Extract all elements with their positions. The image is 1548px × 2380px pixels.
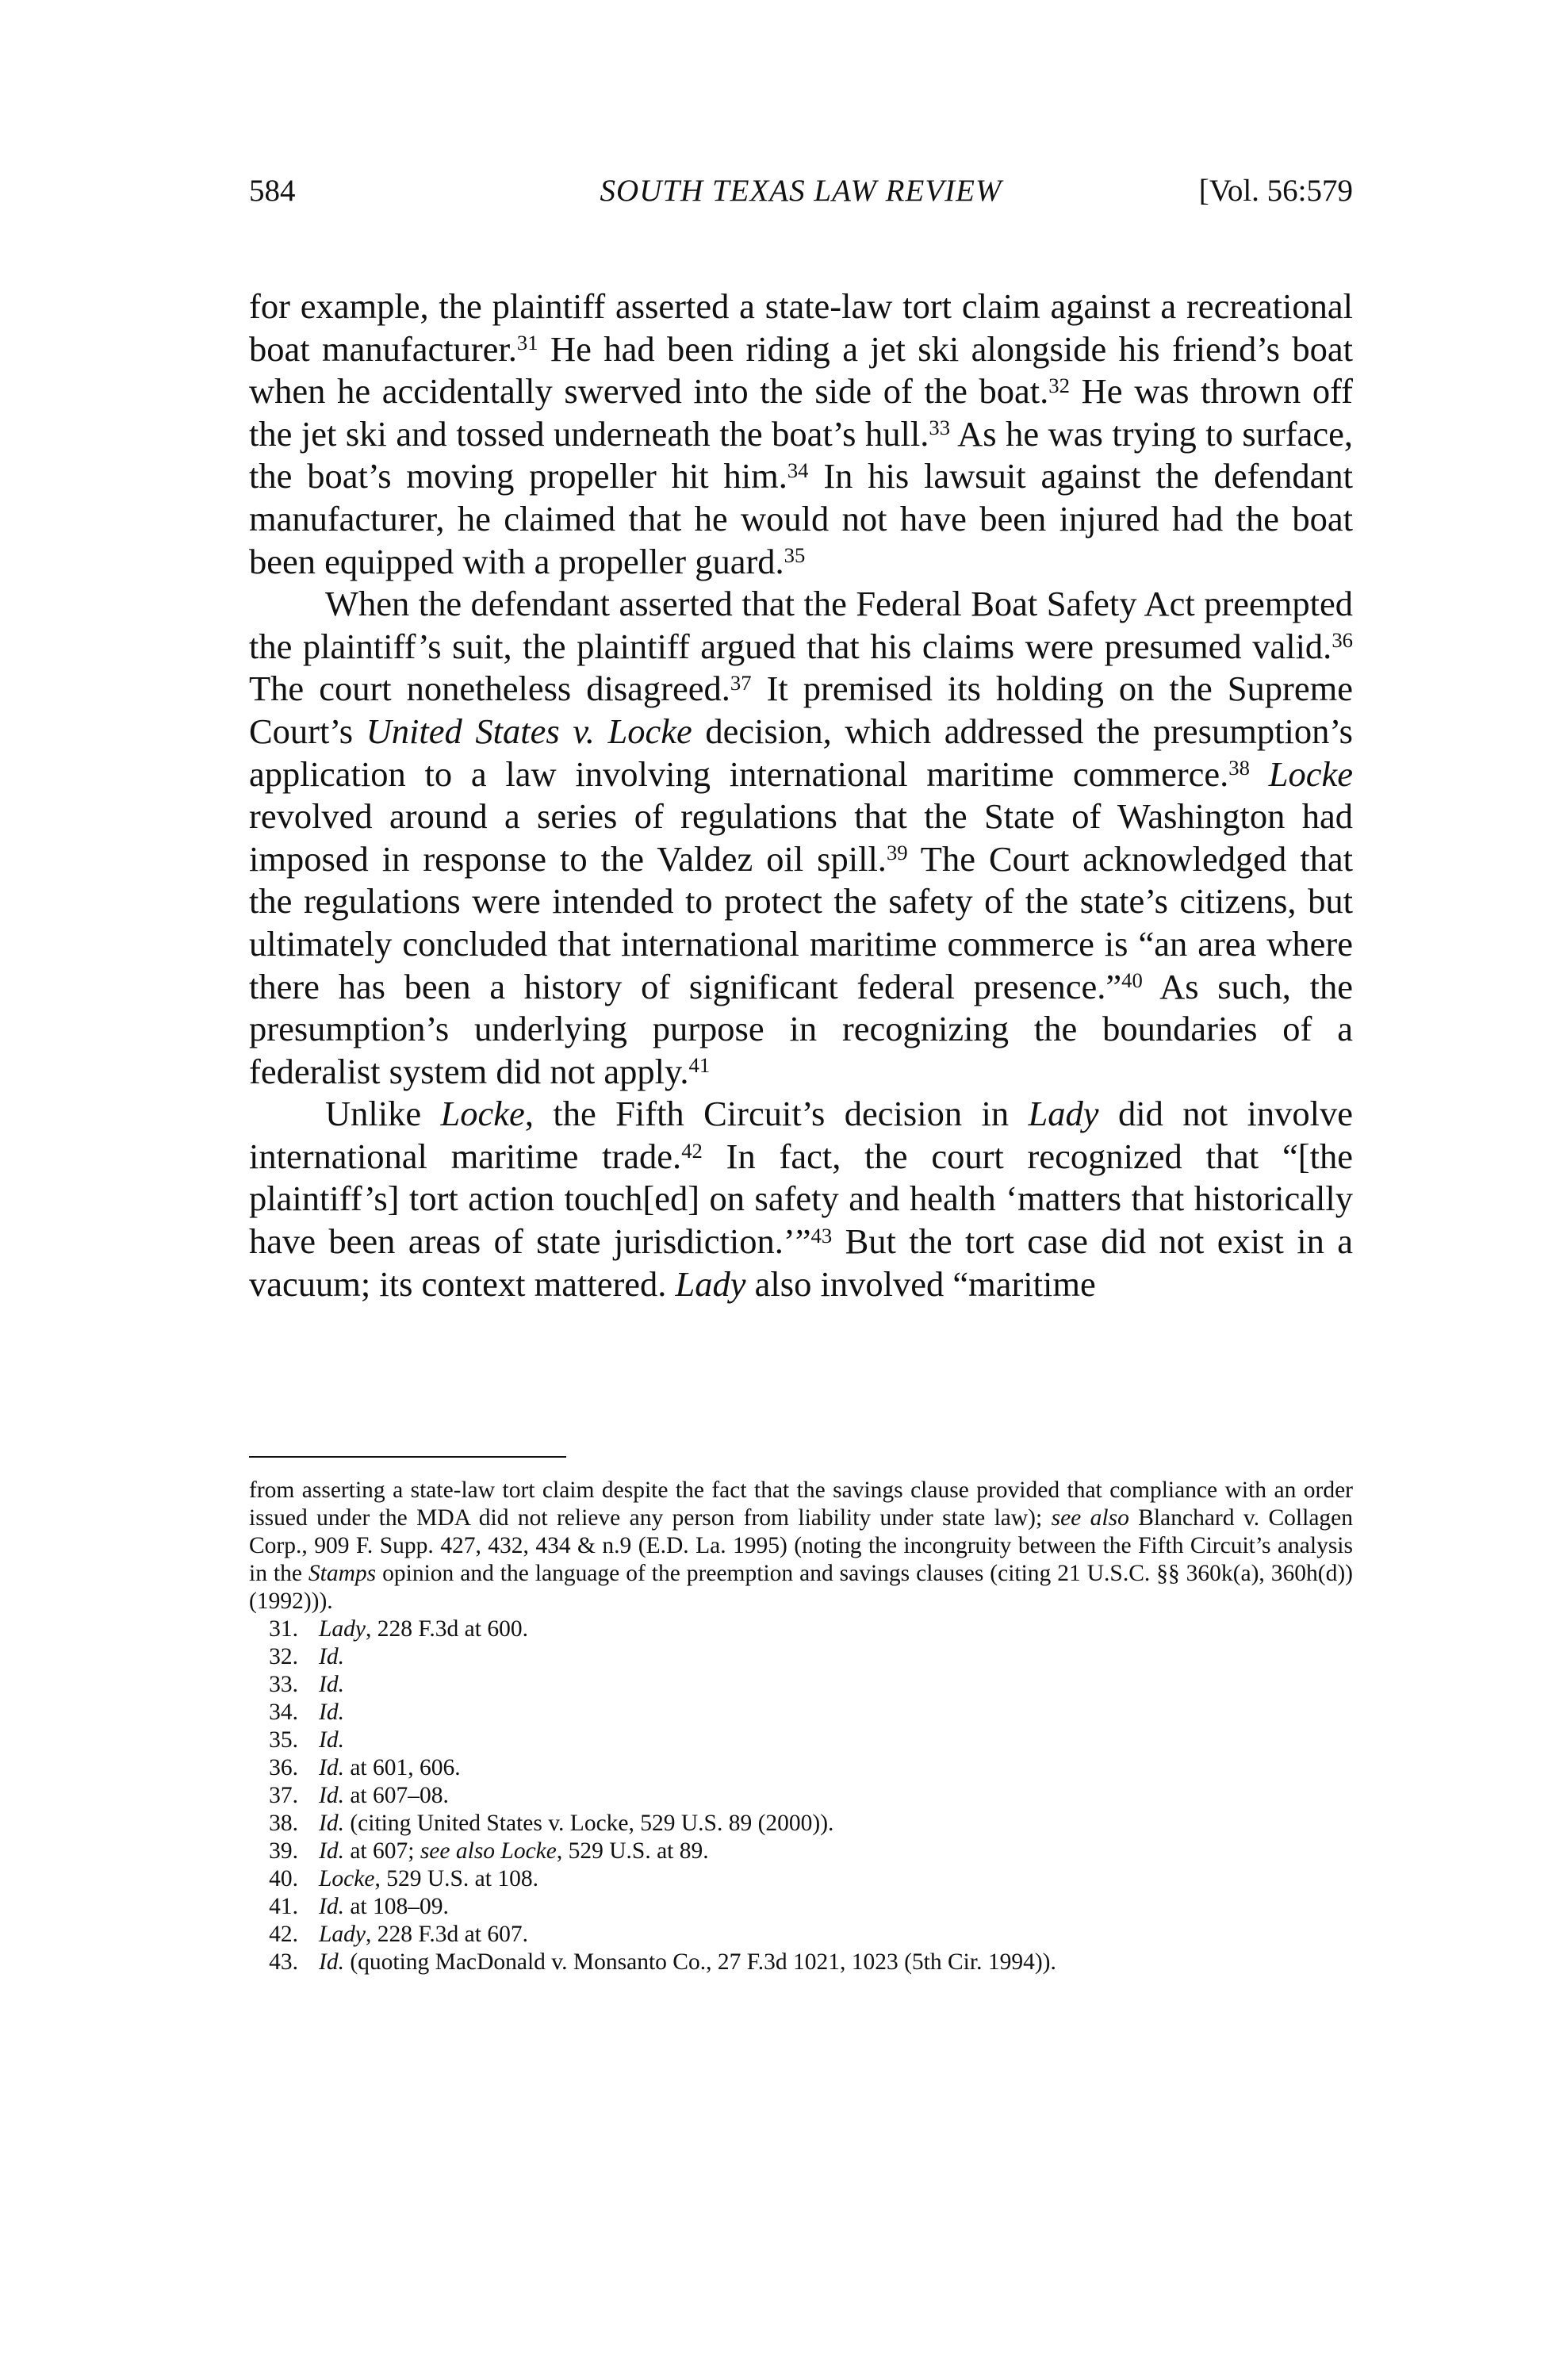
footnote-text [298,1643,344,1671]
footnote-text [298,1782,449,1810]
text-run: at 607–08. [343,1783,449,1808]
text-run: , 228 F.3d at 600. [366,1616,528,1642]
footnote-ref-34[interactable]: 34 [787,458,809,483]
footnote-divider [249,1456,566,1458]
footnote-ref-37[interactable]: 37 [730,671,752,695]
footnote-34 [249,1699,1353,1727]
footnote-41 [249,1893,1353,1921]
text-run: at 607; [343,1838,420,1864]
case-name: Stamps [308,1561,377,1586]
footnote-ref-39[interactable]: 39 [886,841,908,865]
citation-id: Id. [319,1783,344,1808]
citation-id: Id. [319,1672,344,1697]
citation-id: Id. [319,1894,344,1919]
case-name: Locke [1268,753,1354,794]
journal-title: SOUTH TEXAS LAW REVIEW [600,174,1002,208]
footnote-number: 34. [269,1700,298,1725]
footnote-number: 42. [269,1922,298,1947]
text-run: Unlike [325,1094,441,1134]
footnote-ref-43[interactable]: 43 [810,1223,833,1247]
text-run: at 601, 606. [343,1755,461,1780]
paragraph-2 [249,583,1353,1093]
citation-id: Id. [319,1727,344,1753]
case-name: Lady [319,1922,366,1947]
case-name: United States v. Locke [366,711,692,751]
footnote-35 [249,1727,1353,1754]
footnote-number: 31. [269,1616,298,1642]
text-run: But the tort case did not exist in a vacuum; its context mattered. [249,1221,1353,1304]
footnote-ref-38[interactable]: 38 [1228,756,1250,780]
text-run: The Court acknowledged that the regulations were intended to protect the safety of the state’s citizens, but ultimately concluded that international maritime commerce is “an area where there has been a history of significant federal presence.” [249,838,1353,1006]
footnote-ref-31[interactable]: 31 [516,331,538,355]
citation-id: Id. [319,1644,344,1669]
case-name: Lady [1028,1094,1099,1134]
footnote-ref-42[interactable]: 42 [681,1138,703,1163]
text-run: In his lawsuit against the defendant manufacturer, he claimed that he would not have been injured had the boat been equipped with a propeller guard. [249,456,1353,581]
text-run: He had been riding a jet ski alongside his friend’s boat when he accidentally swerved into the side of the boat. [249,328,1354,412]
footnote-text [298,1949,1056,1976]
footnote-31 [249,1615,1353,1643]
footnote-ref-35[interactable]: 35 [784,543,806,568]
footnote-text [298,1699,344,1727]
case-name: Locke [440,1094,525,1134]
text-run: It premised its holding on the Supreme Court’s [249,669,1353,751]
text-run: , 529 U.S. at 89. [556,1838,709,1864]
footnote-text [298,1921,528,1949]
text-run: Blanchard v. Collagen Corp., 909 F. Supp. 427, 432, 434 & n.9 (E.D. La. 1995) (noting the incongruity between the Fifth Circuit’s analysis in the [249,1505,1354,1586]
footnote-list [249,1615,1353,1976]
footnotes [249,1477,1353,1976]
citation-id: Id. [319,1811,344,1836]
text-run: decision, which addressed the presumption’s application to a law involving international maritime commerce. [249,711,1354,794]
footnote-42 [249,1921,1353,1949]
text-run: As he was trying to surface, the boat’s moving propeller hit him. [249,413,1353,496]
footnote-ref-41[interactable]: 41 [688,1053,711,1078]
case-name: Lady [319,1616,366,1642]
footnote-continuation [249,1477,1353,1615]
footnote-37 [249,1782,1353,1810]
text-run: also involved “maritime [745,1263,1096,1304]
footnote-text [298,1615,528,1643]
text-run: In fact, the court recognized that “[the plaintiff’s] tort action touch[ed] on safety and health ‘matters that historically have been areas of state jurisdiction.’” [249,1136,1353,1262]
case-name: Locke [319,1866,375,1891]
citation-id: Id. [319,1838,344,1864]
text-run: (citing United States v. Locke, 529 U.S. 89 (2000)). [343,1811,834,1836]
footnote-39 [249,1838,1353,1865]
text-run: He was thrown off the jet ski and tossed underneath the boat’s hull. [249,371,1353,454]
footnote-ref-33[interactable]: 33 [929,416,951,440]
footnote-32 [249,1643,1353,1671]
text-run: , 228 F.3d at 607. [366,1922,528,1947]
footnote-text [298,1810,833,1838]
text-run: , the Fifth Circuit’s decision in [524,1094,1029,1134]
running-header [249,173,1353,220]
text-run: did not involve international maritime trade. [249,1094,1354,1176]
footnote-33 [249,1671,1353,1699]
paragraph-3 [249,1093,1353,1305]
footnote-number: 43. [269,1949,298,1975]
text-run: (quoting MacDonald v. Monsanto Co., 27 F.3d 1021, 1023 (5th Cir. 1994)). [343,1949,1056,1975]
footnote-number: 40. [269,1866,298,1891]
footnote-text [298,1893,449,1921]
footnote-ref-40[interactable]: 40 [1121,968,1143,993]
citation-id: Id. [319,1949,344,1975]
citation-id: Id. [319,1755,344,1780]
text-run: from asserting a state-law tort claim despite the fact that the savings clause provided that compliance with an order issued under the MDA did not relieve any person from liability under state law); [249,1477,1353,1531]
text-run: As such, the presumption’s underlying purpose in recognizing the boundaries of a federalist system did not apply. [249,966,1353,1091]
footnote-number: 33. [269,1672,298,1697]
footnote-text [298,1727,344,1754]
footnote-number: 35. [269,1727,298,1753]
footnote-ref-36[interactable]: 36 [1332,628,1353,653]
paragraph-1 [249,286,1353,583]
case-name: Lady [675,1263,746,1304]
citation-id: Id. [319,1700,344,1725]
footnote-text [298,1671,344,1699]
text-run: at 108–09. [343,1894,449,1919]
footnote-text [298,1754,461,1782]
footnote-ref-32[interactable]: 32 [1048,373,1070,397]
footnote-number: 39. [269,1838,298,1864]
footnote-number: 37. [269,1783,298,1808]
text-run: revolved around a series of regulations that the State of Washington had imposed in response to the Valdez oil spill. [249,796,1353,879]
footnote-40 [249,1865,1353,1893]
footnote-number: 41. [269,1894,298,1919]
footnote-number: 38. [269,1811,298,1836]
page-number: 584 [249,174,296,208]
footnote-36 [249,1754,1353,1782]
footnote-43 [249,1949,1353,1976]
signal: see also [1051,1505,1129,1531]
text-run: The court nonetheless disagreed. [249,669,730,709]
footnote-38 [249,1810,1353,1838]
footnote-text [298,1838,709,1865]
main-text [249,286,1353,1305]
signal: see also Locke [420,1838,557,1864]
text-run: When the defendant asserted that the Federal Boat Safety Act preempted the plaintiff’s suit, the plaintiff argued that his claims were presumed valid. [249,584,1353,666]
text-run: opinion and the language of the preemption and savings clauses (citing 21 U.S.C. §§ 360k(a), 360h(d)) (1992))). [249,1561,1353,1614]
volume-citation: [Vol. 56:579 [1198,174,1353,208]
footnote-number: 32. [269,1644,298,1669]
text-run: for example, the plaintiff asserted a state-law tort claim against a recreational boat manufacturer. [249,286,1353,369]
footnote-number: 36. [269,1755,298,1780]
text-run: , 529 U.S. at 108. [374,1866,538,1891]
footnote-text [298,1865,538,1893]
